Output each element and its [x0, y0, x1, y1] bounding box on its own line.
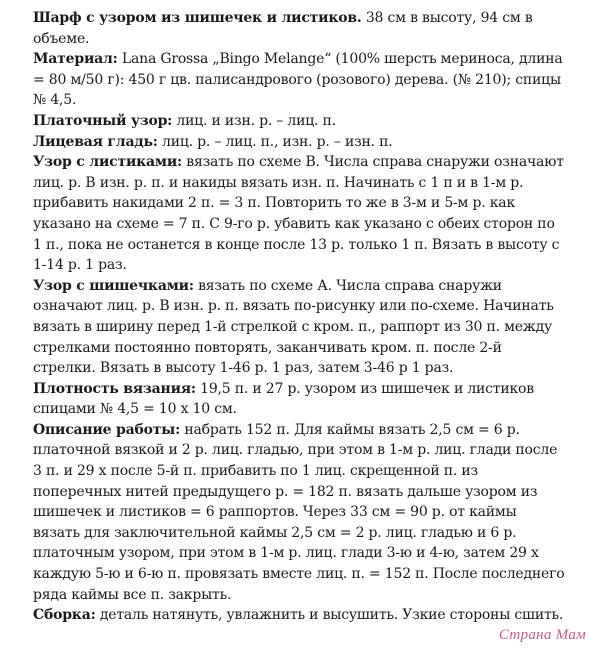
- site-watermark: Страна Мам: [498, 627, 586, 643]
- title-paragraph: [33, 8, 567, 49]
- material-text: Lana Grossa „Bingo Melange“ (100% шерсть мериноса, длина = 80 м/50 г): 450 г цв. палисандрового (розового) дерева. (№ 210); спицы № 4,5.: [33, 51, 563, 109]
- pattern-document: [33, 8, 567, 626]
- gauge-paragraph: [33, 379, 567, 420]
- assembly-heading: Сборка:: [33, 607, 96, 624]
- assembly-text: деталь натянуть, увлажнить и высушить. Узкие стороны сшить.: [95, 607, 564, 624]
- bobble-pattern-heading: Узор с шишечками:: [33, 277, 194, 294]
- garter-stitch-paragraph: [33, 111, 567, 132]
- stockinette-text: лиц. р. – лиц. п., изн. р. – изн. п.: [157, 133, 393, 150]
- title-heading: Шарф с узором из шишечек и листиков.: [33, 10, 362, 26]
- bobble-pattern-paragraph: [33, 276, 567, 379]
- stockinette-heading: Лицевая гладь:: [33, 133, 158, 150]
- garter-stitch-heading: Платочный узор:: [33, 112, 173, 129]
- bobble-pattern-text: вязать по схеме А. Числа справа снаружи означают лиц. р. В изн. р. п. вязать по-рисунку или по-схеме. Начинать вязать в ширину перед 1-й стрелкой с кром. п., раппорт из 30 п. между стрелками постоянно повторять, заканчивать кром. п. после 2-й стрелки. Вязать в высоту 1-46 р. 1 раз, затем 3-46 р 1 раз.: [33, 277, 554, 377]
- instructions-paragraph: [33, 420, 567, 605]
- material-heading: Материал:: [33, 51, 118, 68]
- leaf-pattern-paragraph: [33, 152, 567, 276]
- gauge-text: 19,5 п. и 27 р. узором из шишечек и листиков спицами № 4,5 = 10 х 10 см.: [33, 380, 534, 418]
- instructions-text: набрать 152 п. Для каймы вязать 2,5 см = 6 р. платочной вязкой и 2 р. лиц. гладью, при этом в 1-м р. лиц. глади после 3 п. и 29 х после 5-й п. прибавить по 1 лиц. скрещенной п. из поперечных нитей предыдущего р. = 182 п. вязать дальше узором из шишечек и листиков = 6 раппортов. Через 33 см = 90 р. от каймы вязать для заключительной каймы 2,5 см = 2 р. лиц. гладью и 6 р. платочным узором, при этом в 1-м р. лиц. глади 3-ю и 4-ю, затем 29 х каждую 5-ю и 6-ю п. провязать вместе лиц. п. = 152 п. После последнего ряда каймы все п. закрыть.: [33, 421, 565, 603]
- leaf-pattern-heading: Узор с листиками:: [33, 154, 183, 171]
- assembly-paragraph: [33, 605, 567, 626]
- garter-stitch-text: лиц. и изн. р. – лиц. п.: [172, 112, 336, 129]
- leaf-pattern-text: вязать по схеме В. Числа справа снаружи означают лиц. р. В изн. р. п. и накиды вязать изн. п. Начинать с 1 п и в 1-м р. прибавить накидами 2 п. = 3 п. Повторить то же в 3-м и 5-м р. как указано на схеме = 7 п. С 9-го р. убавить как указано с обеих сторон по 1 п., пока не останется в конце после 13 р. только 1 п. Вязать в высоту с 1-14 р. 1 раз.: [33, 154, 564, 274]
- title-text: 38 см в высоту, 94 см в объеме.: [33, 10, 533, 47]
- stockinette-paragraph: [33, 132, 567, 153]
- material-paragraph: [33, 49, 567, 111]
- instructions-heading: Описание работы:: [33, 421, 181, 438]
- gauge-heading: Плотность вязания:: [33, 380, 196, 397]
